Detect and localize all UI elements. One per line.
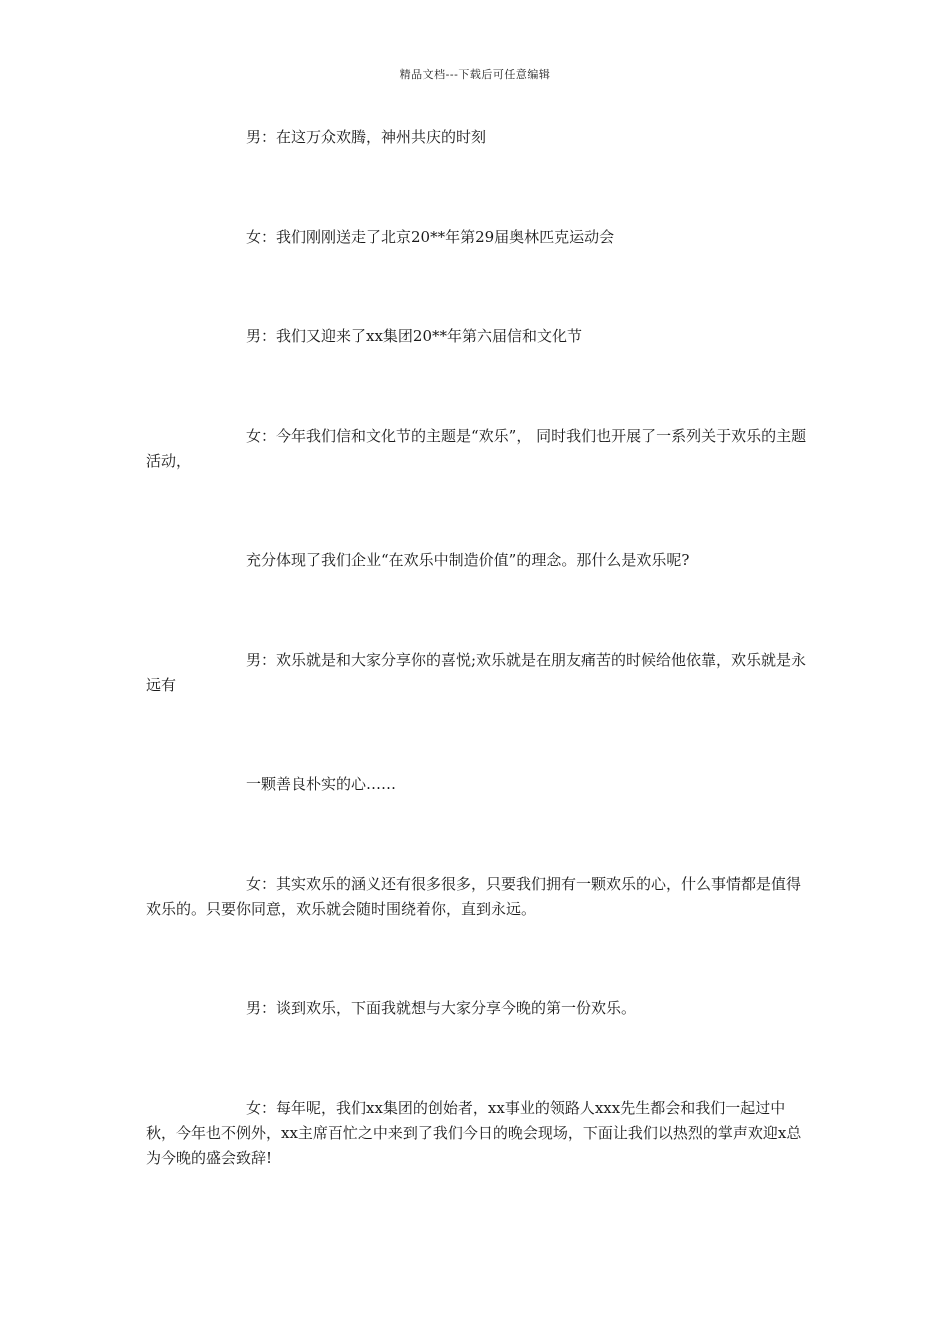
paragraph-1: 男：在这万众欢腾，神州共庆的时刻 bbox=[246, 128, 487, 146]
paragraph-7: 一颗善良朴实的心…… bbox=[246, 775, 397, 793]
paragraph-10: 女：每年呢，我们xx集团的创始者，xx事业的领路人xxx先生都会和我们一起过中秋，今年也不例外，xx主席百忙之中来到了我们今日的晚会现场，下面让我们以热烈的掌声欢迎x总为今晚的盛会致辞! bbox=[146, 1099, 802, 1167]
paragraph-6: 男：欢乐就是和大家分享你的喜悦;欢乐就是在朋友痛苦的时候给他依靠，欢乐就是永远有 bbox=[146, 651, 807, 694]
paragraph-8: 女：其实欢乐的涵义还有很多很多，只要我们拥有一颗欢乐的心，什么事情都是值得欢乐的。只要你同意，欢乐就会随时围绕着你，直到永远。 bbox=[146, 875, 802, 918]
paragraph-2: 女：我们刚刚送走了北京20**年第29届奥林匹克运动会 bbox=[246, 228, 615, 246]
page-header: 精品文档---下载后可任意编辑 bbox=[399, 68, 551, 81]
paragraph-9: 男：谈到欢乐，下面我就想与大家分享今晚的第一份欢乐。 bbox=[246, 999, 637, 1017]
paragraph-4: 女：今年我们信和文化节的主题是“欢乐”， 同时我们也开展了一系列关于欢乐的主题活动， bbox=[146, 427, 807, 470]
paragraph-5: 充分体现了我们企业“在欢乐中制造价值”的理念。那什么是欢乐呢? bbox=[246, 551, 690, 569]
paragraph-3: 男：我们又迎来了xx集团20**年第六届信和文化节 bbox=[246, 327, 583, 345]
